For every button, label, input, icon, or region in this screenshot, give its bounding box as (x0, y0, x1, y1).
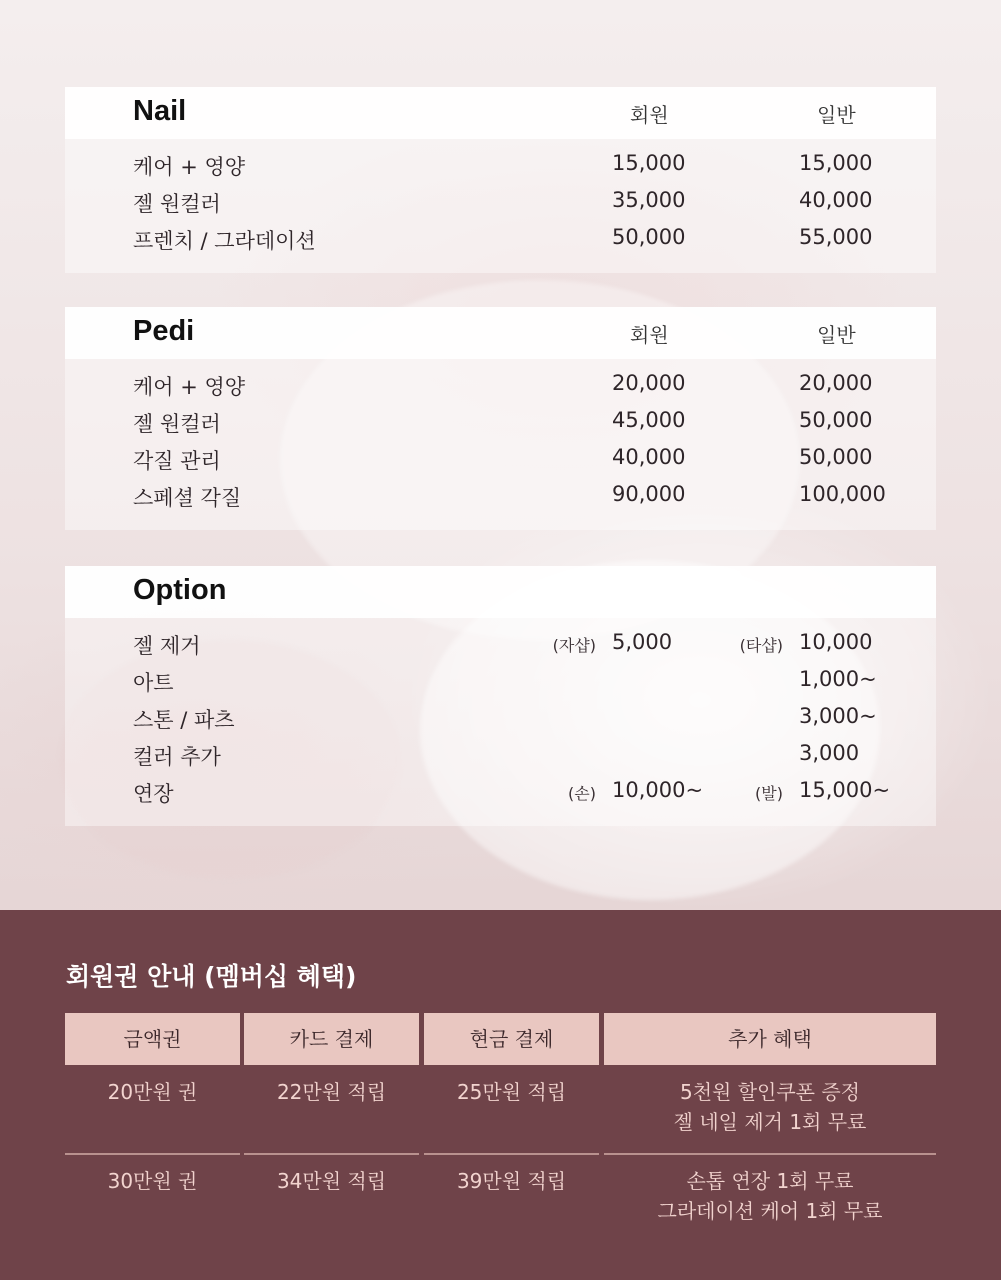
option-row (65, 661, 936, 698)
option-note: (자샵) (552, 636, 596, 655)
option-row (65, 698, 936, 735)
row-divider (65, 1153, 240, 1155)
service-name: 각질 관리 (133, 449, 221, 473)
option-price: 5,000 (612, 630, 673, 654)
membership-card: 34만원 적립 (276, 1169, 387, 1193)
option-price: 10,000~ (612, 778, 704, 802)
pedi-title: Pedi (133, 315, 195, 347)
member-price: 20,000 (612, 371, 686, 395)
general-price: 50,000 (799, 408, 873, 432)
option-title: Option (133, 574, 227, 606)
price-row (65, 219, 936, 256)
option-panel-header (65, 566, 936, 618)
service-name: 젤 원컬러 (133, 412, 221, 436)
option-price: 15,000~ (799, 778, 891, 802)
option-name: 컬러 추가 (133, 745, 221, 769)
price-row (65, 145, 936, 182)
general-price: 100,000 (799, 482, 886, 506)
general-price: 40,000 (799, 188, 873, 212)
option-price: 10,000 (799, 630, 873, 654)
member-price: 45,000 (612, 408, 686, 432)
option-row (65, 624, 936, 661)
membership-amount: 20만원 권 (107, 1080, 198, 1104)
option-name: 아트 (133, 671, 174, 695)
option-price: 3,000 (799, 741, 860, 765)
membership-card: 22만원 적립 (276, 1080, 387, 1104)
general-column-label: 일반 (817, 323, 856, 347)
general-price: 20,000 (799, 371, 873, 395)
member-price: 90,000 (612, 482, 686, 506)
nail-rows (65, 139, 936, 256)
option-price: 3,000~ (799, 704, 877, 728)
general-price: 55,000 (799, 225, 873, 249)
general-price: 15,000 (799, 151, 873, 175)
membership-benefit: 손톱 연장 1회 무료 (686, 1169, 854, 1193)
option-rows (65, 618, 936, 809)
membership-cash: 39만원 적립 (456, 1169, 567, 1193)
membership-section (0, 910, 1001, 1280)
price-row (65, 365, 936, 402)
membership-amount: 30만원 권 (107, 1169, 198, 1193)
header-card: 카드 결제 (244, 1013, 419, 1065)
member-price: 50,000 (612, 225, 686, 249)
membership-benefit: 5천원 할인쿠폰 증정 (680, 1080, 860, 1104)
price-row (65, 439, 936, 476)
header-cash: 현금 결제 (424, 1013, 599, 1065)
membership-benefit: 그라데이션 케어 1회 무료 (657, 1199, 883, 1223)
option-note: (타샵) (739, 636, 783, 655)
row-divider (424, 1153, 599, 1155)
price-row (65, 476, 936, 513)
option-note: (손) (568, 784, 596, 803)
member-price: 15,000 (612, 151, 686, 175)
member-price: 35,000 (612, 188, 686, 212)
membership-title: 회원권 안내 (멤버십 혜택) (66, 962, 357, 991)
pedi-rows (65, 359, 936, 513)
price-row (65, 182, 936, 219)
member-column-label: 회원 (630, 103, 669, 127)
option-name: 연장 (133, 782, 174, 806)
row-divider (244, 1153, 419, 1155)
option-name: 젤 제거 (133, 634, 201, 658)
member-price: 40,000 (612, 445, 686, 469)
row-divider (604, 1153, 936, 1155)
service-name: 프렌치 / 그라데이션 (133, 229, 316, 253)
pedi-panel-header (65, 307, 936, 359)
header-amount: 금액권 (65, 1013, 240, 1065)
general-price: 50,000 (799, 445, 873, 469)
service-name: 스페셜 각질 (133, 486, 242, 510)
option-price-panel (65, 566, 936, 826)
nail-price-panel (65, 87, 936, 273)
price-row (65, 402, 936, 439)
pedi-price-panel (65, 307, 936, 530)
general-column-label: 일반 (817, 103, 856, 127)
service-name: 케어 + 영양 (133, 375, 246, 399)
membership-cash: 25만원 적립 (456, 1080, 567, 1104)
option-row (65, 735, 936, 772)
service-name: 케어 + 영양 (133, 155, 246, 179)
option-row (65, 772, 936, 809)
option-name: 스톤 / 파츠 (133, 708, 235, 732)
option-note: (발) (755, 784, 783, 803)
header-benefit: 추가 혜택 (604, 1013, 936, 1065)
service-name: 젤 원컬러 (133, 192, 221, 216)
membership-benefit: 젤 네일 제거 1회 무료 (673, 1110, 867, 1134)
option-price: 1,000~ (799, 667, 877, 691)
nail-title: Nail (133, 95, 187, 127)
nail-panel-header (65, 87, 936, 139)
member-column-label: 회원 (630, 323, 669, 347)
